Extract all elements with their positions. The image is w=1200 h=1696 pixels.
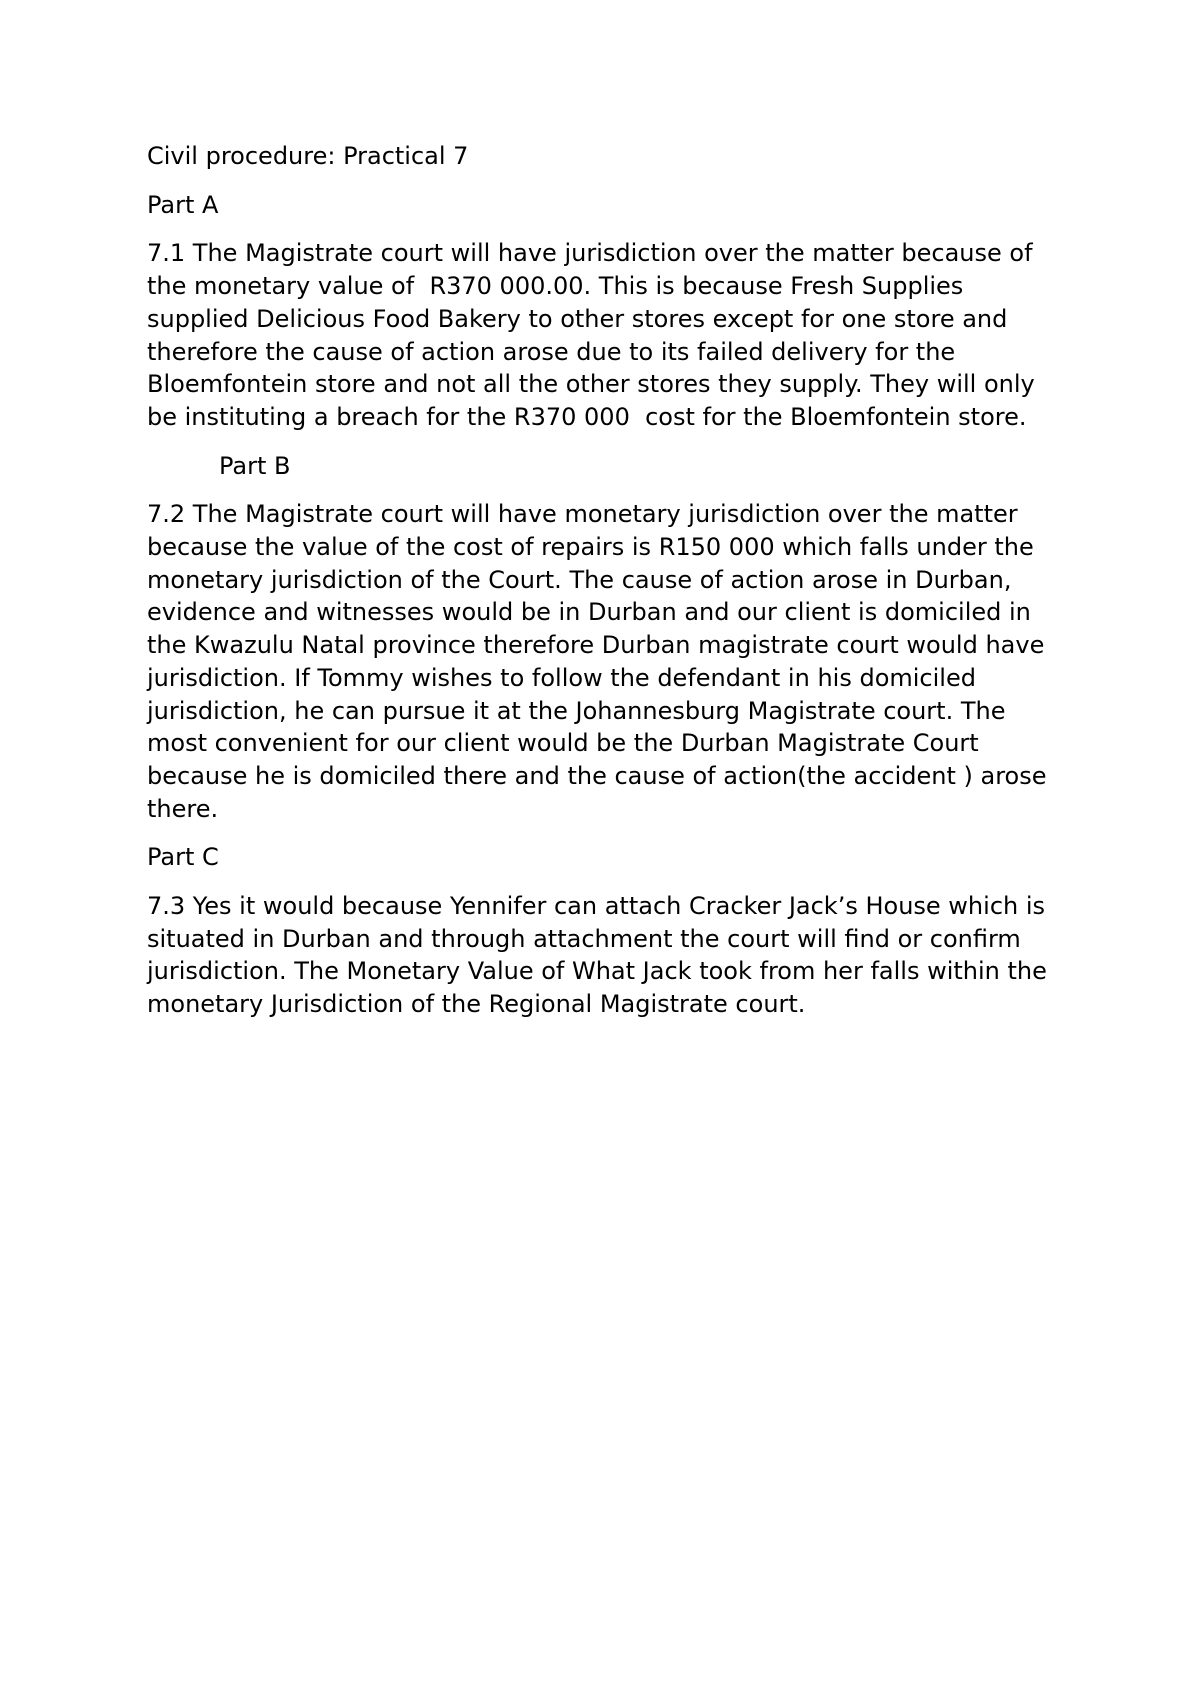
part-c-heading: Part C xyxy=(147,843,219,872)
part-a-answer: 7.1 The Magistrate court will have jurisdiction over the matter because of the monetary value of R370 000.00. This is because Fresh Supplies supplied Delicious Food Bakery to other stores except for one store and therefore the cause of action arose due to its failed delivery for the Bloemfontein store and not all the other stores they supply. They will only be instituting a breach for the R370 000 cost for the Bloemfontein store. xyxy=(147,239,1043,431)
part-a-heading: Part A xyxy=(147,190,219,219)
part-b-answer: 7.2 The Magistrate court will have monetary jurisdiction over the matter because the value of the cost of repairs is R150 000 which falls under the monetary jurisdiction of the Court. The cause of action arose in Durban, evidence and witnesses would be in Durban and our client is domiciled in the Kwazulu Natal province therefore Durban magistrate court would have jurisdiction. If Tommy wishes to follow the defendant in his domiciled jurisdiction, he can pursue it at the Johannesburg Magistrate court. The most convenient for our client would be the Durban Magistrate Court because he is domiciled there and the cause of action(the accident ) arose there. xyxy=(147,500,1055,823)
document-body xyxy=(147,140,1067,1037)
document-title: Civil procedure: Practical 7 xyxy=(147,142,469,170)
part-c-answer: 7.3 Yes it would because Yennifer can attach Cracker Jack’s House which is situated in Durban and through attachment the court will find or confirm jurisdiction. The Monetary Value of What Jack took from her falls within the monetary Jurisdiction of the Regional Magistrate court. xyxy=(147,892,1055,1019)
part-b-heading: Part B xyxy=(219,451,291,480)
